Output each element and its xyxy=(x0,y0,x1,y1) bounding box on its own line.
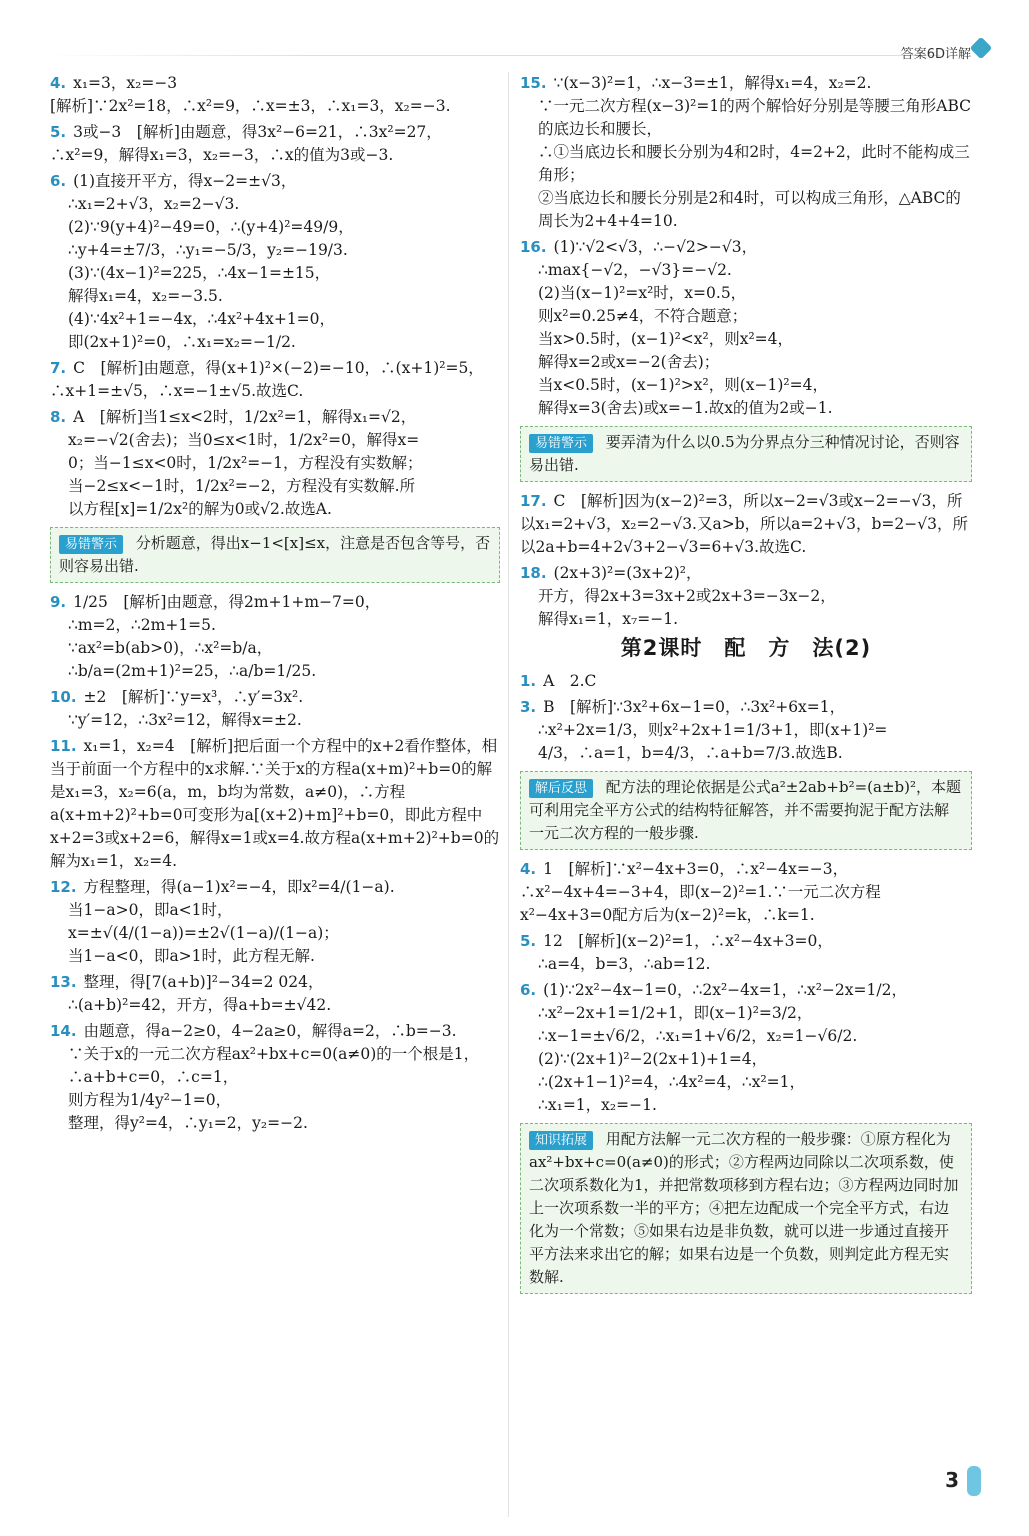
item-line: 解得x₁=1，x₇=−1. xyxy=(538,610,679,628)
item-line: (1)∵2x²−4x−1=0，∴2x²−4x=1，∴x²−2x=1/2， xyxy=(543,981,907,999)
item-line: ∴x₁=2+√3，x₂=2−√3. xyxy=(68,195,240,213)
item-line: 解得x₁=4，x₂=−3.5. xyxy=(68,287,223,305)
item-line: C [解析]由题意，得(x+1)²×(−2)=−10，∴(x+1)²=5，∴x+1=±√5，∴x=−1±√5.故选C. xyxy=(50,359,484,400)
answer-item-14 xyxy=(50,1020,500,1135)
section-title: 第2课时 配 方 法(2) xyxy=(620,636,872,660)
item-line: ∴(a+b)²=42，开方，得a+b=±√42. xyxy=(68,996,332,1014)
item-line: 即(2x+1)²=0，∴x₁=x₂=−1/2. xyxy=(68,333,296,351)
item-number: 4. xyxy=(520,860,537,878)
tip-label: 易错警示 xyxy=(59,535,123,554)
item-line: ∴max{−√2，−√3}=−√2. xyxy=(538,261,732,279)
item-line: B [解析]∵3x²+6x−1=0，∴3x²+6x=1， xyxy=(543,698,846,716)
tip-label: 易错警示 xyxy=(529,434,593,453)
item-number: 15. xyxy=(520,74,547,92)
right-column xyxy=(520,72,972,1302)
tip-label: 解后反思 xyxy=(529,779,593,798)
answer-item-s2-5 xyxy=(520,930,972,976)
item-number: 13. xyxy=(50,973,77,991)
item-line: 12 [解析](x−2)²=1，∴x²−4x+3=0， xyxy=(543,932,833,950)
item-line: ∴x−1=±√6/2，∴x₁=1+√6/2，x₂=1−√6/2. xyxy=(538,1027,858,1045)
item-line: (4)∵4x²+1=−4x，∴4x²+4x+1=0， xyxy=(68,310,336,328)
tip-box-reflection xyxy=(520,771,972,850)
item-line: 则x²=0.25≠4，不符合题意； xyxy=(538,307,748,325)
tip-box-error-warning-2 xyxy=(520,426,972,482)
column-divider xyxy=(508,72,509,1517)
item-line: 方程整理，得(a−1)x²=−4，即x²=4/(1−a). xyxy=(83,878,395,896)
answer-item-9 xyxy=(50,591,500,683)
item-line: 解得x=2或x=−2(舍去)； xyxy=(538,353,720,371)
item-line: C [解析]因为(x−2)²=3，所以x−2=√3或x−2=−√3，所以x₁=2+√3，x₂=2−√3.又a>b，所以a=2+√3，b=2−√3，所以2a+b=4+2√3+2−√3=6+√3.故选C. xyxy=(520,492,968,556)
item-line: ∵(x−3)²=1，∴x−3=±1，解得x₁=4，x₂=2. xyxy=(553,74,872,92)
item-number: 8. xyxy=(50,408,67,426)
item-number: 14. xyxy=(50,1022,77,1040)
item-line: (2x+3)²=(3x+2)²， xyxy=(553,564,702,582)
item-line: 当1−a<0，即a>1时，此方程无解. xyxy=(68,947,315,965)
answer-item-5 xyxy=(50,121,500,167)
answer-item-12 xyxy=(50,876,500,968)
item-line: [解析]∵2x²=18，∴x²=9，∴x=±3，∴x₁=3，x₂=−3. xyxy=(50,97,451,115)
item-number: 16. xyxy=(520,238,547,256)
item-number: 6. xyxy=(50,172,67,190)
answer-item-s2-6 xyxy=(520,979,972,1117)
item-line: ∴(2x+1−1)²=4，∴4x²=4，∴x²=1， xyxy=(538,1073,806,1091)
answer-item-11 xyxy=(50,735,500,873)
item-line: 1 [解析]∵x²−4x+3=0，∴x²−4x=−3，∴x²−4x+4=−3+4，即(x−2)²=1.∵一元二次方程x²−4x+3=0配方后为(x−2)²=k，∴k=1. xyxy=(520,860,881,924)
item-number: 6. xyxy=(520,981,537,999)
item-line: 以方程[x]=1/2x²的解为0或√2.故选A. xyxy=(68,500,332,518)
item-line: 则方程为1/4y²−1=0， xyxy=(68,1091,232,1109)
tip-box-knowledge-extension xyxy=(520,1123,972,1294)
item-line: 整理，得[7(a+b)]²−34=2 024， xyxy=(83,973,324,991)
item-line: 当1−a>0，即a<1时，x=±√(4/(1−a))=±2√(1−a)/(1−a)； xyxy=(68,901,339,942)
answer-item-7 xyxy=(50,357,500,403)
left-column xyxy=(50,72,500,1138)
answer-item-4 xyxy=(50,72,500,118)
answer-item-s2-1 xyxy=(520,670,972,693)
item-line: ∴m=2，∴2m+1=5. xyxy=(68,616,216,634)
item-line: x₁=1，x₂=4 [解析]把后面一个方程中的x+2看作整体，相当于前面一个方程中的x求解.∵关于x的方程a(x+m)²+b=0的解是x₁=3，x₂=6(a，m，b均为常数，a≠0)，∴方程a(x+m+2)²+b=0可变形为a[(x+2)+m]²+b=0，即此方程中x+2=3或x+2=6，解得x=1或x=4.故方程a(x+m+2)²+b=0的解为x₁=1，x₂=4. xyxy=(50,737,500,870)
header-rule xyxy=(40,55,940,56)
answer-item-8 xyxy=(50,406,500,521)
header-label: 答案6D详解 xyxy=(900,47,971,62)
item-line: 当x<0.5时，(x−1)²>x²，则(x−1)²=4， xyxy=(538,376,828,394)
item-line: ±2 [解析]∵y=x³，∴y′=3x². xyxy=(83,688,304,706)
answer-item-16 xyxy=(520,236,972,420)
tip-text: 分析题意，得出x−1<[x]≤x，注意是否包含等号，否则容易出错. xyxy=(59,534,491,575)
page-tab-icon xyxy=(967,1466,981,1496)
item-line: 整理，得y²=4，∴y₁=2，y₂=−2. xyxy=(68,1114,308,1132)
item-number: 11. xyxy=(50,737,77,755)
item-line: 解得x=3(舍去)或x=−1.故x的值为2或−1. xyxy=(538,399,833,417)
item-line: ∴b/a=(2m+1)²=25，∴a/b=1/25. xyxy=(68,662,317,680)
item-line: (2)当(x−1)²=x²时，x=0.5， xyxy=(538,284,747,302)
item-line: 4/3，∴a=1，b=4/3，∴a+b=7/3.故选B. xyxy=(538,744,843,762)
item-line: 0；当−1≤x<0时，1/2x²=−1，方程没有实数解； xyxy=(68,454,423,472)
item-line: A [解析]当1≤x<2时，1/2x²=1，解得x₁=√2， xyxy=(73,408,417,426)
item-line: (2)∵9(y+4)²−49=0，∴(y+4)²=49/9， xyxy=(68,218,354,236)
item-line: ∴y+4=±7/3，∴y₁=−5/3，y₂=−19/3. xyxy=(68,241,348,259)
item-line: x₂=−√2(舍去)；当0≤x<1时，1/2x²=0，解得x= xyxy=(68,431,420,449)
item-line: 开方，得2x+3=3x+2或2x+3=−3x−2， xyxy=(538,587,836,605)
answer-item-17 xyxy=(520,490,972,559)
item-line: 当x>0.5时，(x−1)²<x²，则x²=4， xyxy=(538,330,794,348)
answer-item-6 xyxy=(50,170,500,354)
item-number: 5. xyxy=(50,123,67,141)
answer-item-s2-3 xyxy=(520,696,972,765)
item-line: (3)∵(4x−1)²=225，∴4x−1=±15， xyxy=(68,264,331,282)
item-number: 9. xyxy=(50,593,67,611)
item-line: A 2.C xyxy=(543,672,597,690)
item-line: ∴①当底边长和腰长分别为4和2时，4=2+2，此时不能构成三角形； xyxy=(538,143,970,184)
item-line: (2)∵(2x+1)²−2(2x+1)+1=4， xyxy=(538,1050,768,1068)
item-line: 1/25 [解析]由题意，得2m+1+m−7=0， xyxy=(73,593,381,611)
item-line: (1)∵√2<√3，∴−√2>−√3， xyxy=(553,238,758,256)
answer-item-10 xyxy=(50,686,500,732)
item-line: 由题意，得a−2≥0，4−2a≥0，解得a=2，∴b=−3. xyxy=(83,1022,457,1040)
tip-text: 要弄清为什么以0.5为分界点分三种情况讨论，否则容易出错. xyxy=(529,433,960,474)
answer-item-13 xyxy=(50,971,500,1017)
item-number: 7. xyxy=(50,359,67,377)
item-line: ∵一元二次方程(x−3)²=1的两个解恰好分别是等腰三角形ABC的底边长和腰长， xyxy=(538,97,971,138)
item-number: 10. xyxy=(50,688,77,706)
item-line: (1)直接开平方，得x−2=±√3， xyxy=(73,172,297,190)
header-gem-icon xyxy=(970,37,993,60)
item-line: ∴x²−2x+1=1/2+1，即(x−1)²=3/2， xyxy=(538,1004,813,1022)
tip-label: 知识拓展 xyxy=(529,1131,593,1150)
item-line: ②当底边长和腰长分别是2和4时，可以构成三角形，△ABC的周长为2+4+4=10. xyxy=(538,189,961,230)
item-number: 4. xyxy=(50,74,67,92)
item-number: 17. xyxy=(520,492,547,510)
item-line: 3或−3 [解析]由题意，得3x²−6=21，∴3x²=27，∴x²=9，解得x₁=3，x₂=−3，∴x的值为3或−3. xyxy=(50,123,442,164)
item-number: 5. xyxy=(520,932,537,950)
item-number: 18. xyxy=(520,564,547,582)
item-line: ∴a=4，b=3，∴ab=12. xyxy=(538,955,711,973)
item-line: x₁=3，x₂=−3 xyxy=(73,74,178,92)
page-number: 3 xyxy=(945,1468,959,1492)
tip-box-error-warning xyxy=(50,527,500,583)
tip-text: 用配方法解一元二次方程的一般步骤：①原方程化为ax²+bx+c=0(a≠0)的形式；②方程两边同除以二次项系数，使二次项系数化为1，并把常数项移到方程右边；③方程两边同时加上一次项系数一半的平方；④把左边配成一个完全平方式，右边化为一个常数；⑤如果右边是非负数，就可以进一步通过直接开平方法来求出它的解；如果右边是一个负数，则判定此方程无实数解. xyxy=(529,1130,959,1286)
item-line: 当−2≤x<−1时，1/2x²=−2，方程没有实数解.所 xyxy=(68,477,416,495)
item-line: ∵关于x的一元二次方程ax²+bx+c=0(a≠0)的一个根是1，∴a+b+c=0，∴c=1， xyxy=(68,1045,480,1086)
answer-item-15 xyxy=(520,72,972,233)
answer-item-s2-4 xyxy=(520,858,972,927)
item-number: 1. xyxy=(520,672,537,690)
item-line: ∵y′=12，∴3x²=12，解得x=±2. xyxy=(68,711,302,729)
item-number: 3. xyxy=(520,698,537,716)
tip-text: 配方法的理论依据是公式a²±2ab+b²=(a±b)²，本题可利用完全平方公式的结构特征解答，并不需要拘泥于配方法解一元二次方程的一般步骤. xyxy=(529,778,961,842)
answer-item-18 xyxy=(520,562,972,631)
item-number: 12. xyxy=(50,878,77,896)
item-line: ∴x₁=1，x₂=−1. xyxy=(538,1096,657,1114)
item-line: ∴x²+2x=1/3，则x²+2x+1=1/3+1，即(x+1)²= xyxy=(538,721,888,739)
item-line: ∵ax²=b(ab>0)，∴x²=b/a， xyxy=(68,639,273,657)
